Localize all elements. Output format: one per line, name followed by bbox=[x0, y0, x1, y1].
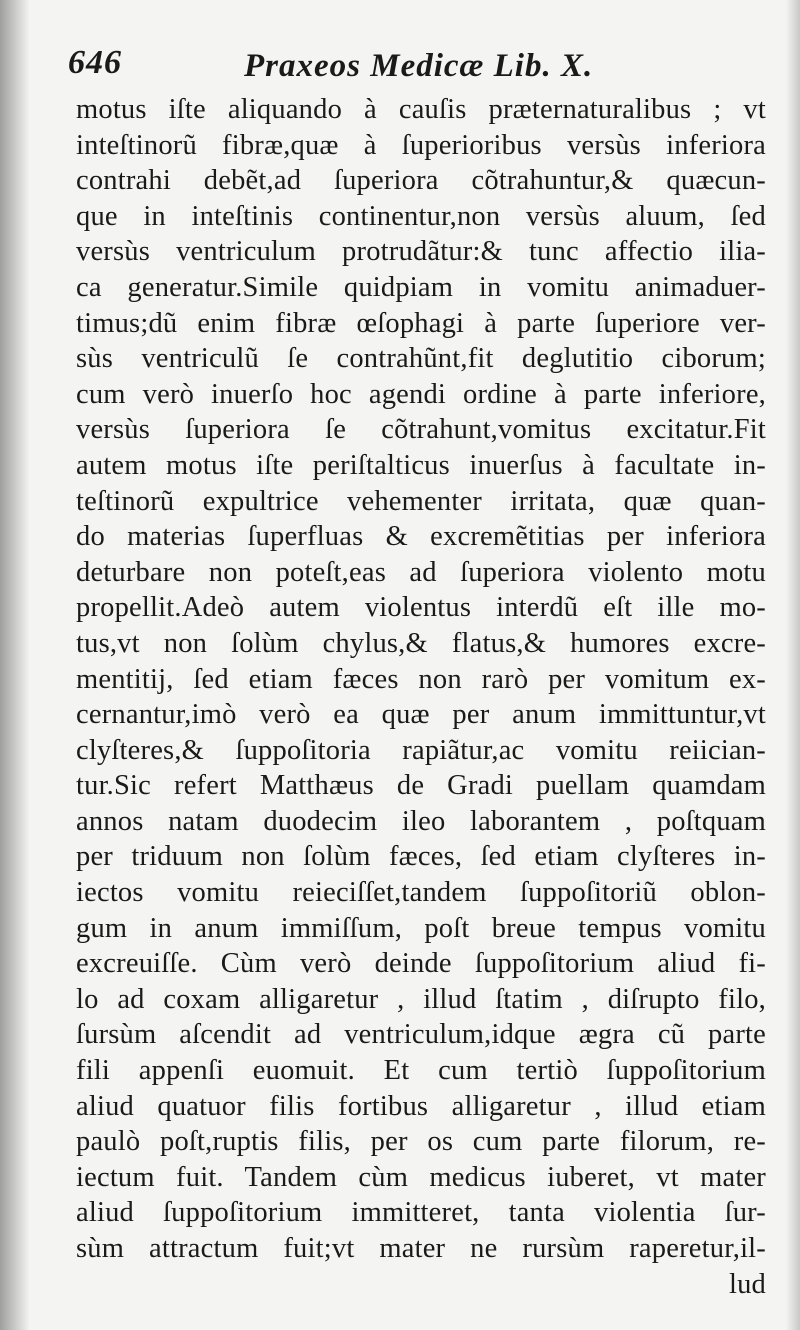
text-line: timus;dũ enim fibræ œſophagi à parte ſuperiore ver- bbox=[76, 307, 766, 339]
text-line: fili appenſi euomuit. Et cum tertiò ſuppoſitorium bbox=[76, 1055, 766, 1087]
text-line: cum verò inuerſo hoc agendi ordine à parte inferiore, bbox=[76, 378, 766, 410]
text-line: lud bbox=[728, 1268, 766, 1300]
text-line: annos natam duodecim ileo laborantem , poſtquam bbox=[76, 805, 766, 837]
text-line: sùm attractum fuit;vt mater ne rursùm raperetur,il- bbox=[76, 1233, 766, 1264]
text-line: ca generatur.Simile quidpiam in vomitu animaduer- bbox=[76, 271, 766, 303]
text-line: que in inteſtinis continentur,non versùs aluum, ſed bbox=[76, 200, 766, 232]
page-edge-shadow bbox=[786, 0, 800, 1330]
text-line: aliud ſuppoſitorium immitteret, tanta violentia ſur- bbox=[76, 1197, 766, 1229]
text-line: tur.Sic refert Matthæus de Gradi puellam quamdam bbox=[76, 770, 766, 802]
text-line: versùs ſuperiora ſe cõtrahunt,vomitus excitatur.Fit bbox=[76, 414, 766, 446]
text-line: clyſteres,& ſuppoſitoria rapiãtur,ac vomitu reiician- bbox=[76, 734, 766, 766]
text-line: propellit.Adeò autem violentus interdũ eſt ille mo- bbox=[76, 592, 766, 624]
text-line: iectum fuit. Tandem cùm medicus iuberet, vt mater bbox=[76, 1161, 766, 1193]
text-line: teſtinorũ expultrice vehementer irritata, quæ quan- bbox=[76, 485, 766, 517]
text-line: ſursùm aſcendit ad ventriculum,idque ægra cũ parte bbox=[76, 1019, 766, 1051]
spine-shadow bbox=[0, 0, 30, 1330]
text-line: tus,vt non ſolùm chylus,& flatus,& humores excre- bbox=[76, 627, 766, 659]
text-line: sùs ventriculũ ſe contrahũnt,fit deglutitio ciborum; bbox=[76, 343, 766, 375]
text-line: gum in anum immiſſum, poſt breue tempus vomitu bbox=[76, 912, 766, 944]
text-line: cernantur,imò verò ea quæ per anum immittuntur,vt bbox=[76, 699, 766, 731]
text-line: contrahi debẽt,ad ſuperiora cõtrahuntur,& quæcun- bbox=[76, 165, 766, 197]
text-line: versùs ventriculum protrudãtur:& tunc affectio ilia- bbox=[76, 236, 766, 268]
page-number: 646 bbox=[68, 44, 122, 81]
text-line: paulò poſt,ruptis filis, per os cum parte filorum, re- bbox=[76, 1126, 766, 1158]
text-line: deturbare non poteſt,eas ad ſuperiora violento motu bbox=[76, 556, 766, 588]
body-text bbox=[76, 92, 766, 1302]
text-line: motus iſte aliquando à cauſis præternaturalibus ; vt bbox=[76, 94, 766, 125]
text-line: excreuiſſe. Cùm verò deinde ſuppoſitorium aliud fi- bbox=[76, 948, 766, 980]
text-line: do materias ſuperfluas & excremẽtitias per inferiora bbox=[76, 521, 766, 553]
text-line: iectos vomitu reieciſſet,tandem ſuppoſitoriũ oblon- bbox=[76, 877, 766, 909]
text-line: aliud quatuor filis fortibus alligaretur , illud etiam bbox=[76, 1090, 766, 1122]
page-header bbox=[68, 44, 728, 94]
running-head: Praxeos Medicæ Lib. X. bbox=[244, 48, 594, 84]
text-line: inteſtinorũ fibræ,quæ à ſuperioribus versùs inferiora bbox=[76, 129, 766, 161]
text-line: lo ad coxam alligaretur , illud ſtatim , diſrupto filo, bbox=[76, 983, 766, 1015]
text-line: mentitij, ſed etiam fæces non rarò per vomitum ex- bbox=[76, 663, 766, 695]
text-line: per triduum non ſolùm fæces, ſed etiam clyſteres in- bbox=[76, 841, 766, 873]
text-line: autem motus iſte periſtalticus inuerſus à facultate in- bbox=[76, 449, 766, 481]
